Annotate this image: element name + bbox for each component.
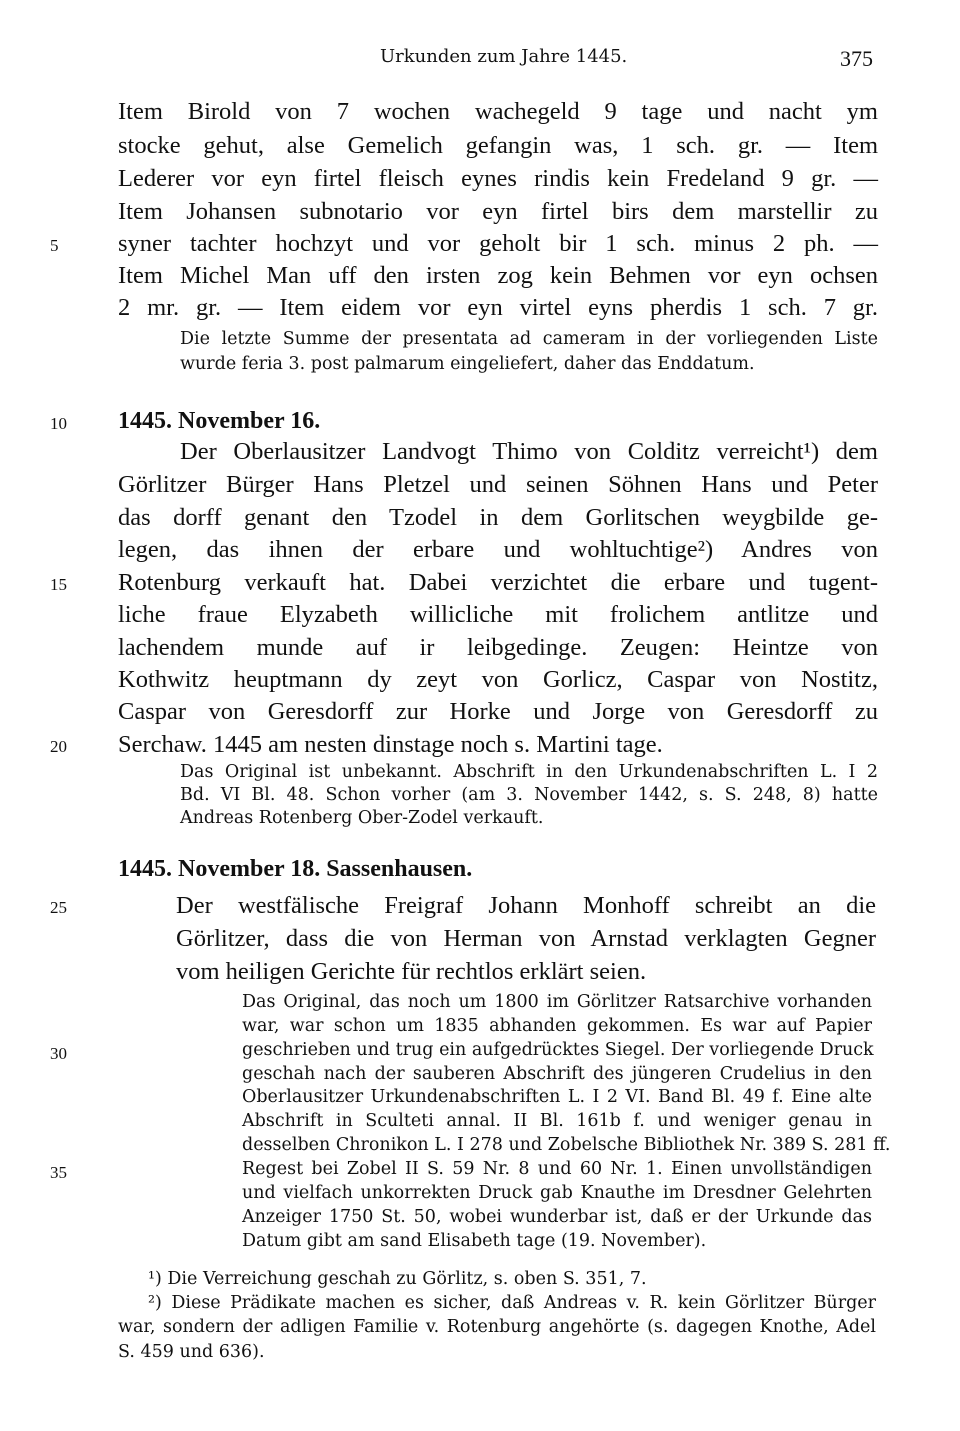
note-line: Abschrift in Sculteti annal. II Bl. 161b f. und weniger genau in: [242, 1111, 872, 1131]
note-line: Datum gibt am sand Elisabeth tage (19. November).: [242, 1231, 707, 1251]
line-number: 15: [50, 575, 67, 594]
note-line: Bd. VI Bl. 48. Schon vorher (am 3. November 1442, s. S. 248, 8) hatte: [180, 785, 878, 805]
text-line: Caspar von Geresdorff zur Horke und Jorge von Geresdorff zu: [118, 698, 878, 725]
note-line: ²) Diese Prädikate machen es sicher, daß Andreas v. R. kein Görlitzer Bürger: [148, 1293, 876, 1313]
text-line: Item Johansen subnotario vor eyn firtel birs dem marstellir zu: [118, 198, 878, 225]
note-line: Anzeiger 1750 St. 50, wobei wunderbar ist, daß er der Urkunde das: [242, 1207, 872, 1227]
running-head: Urkunden zum Jahre 1445.: [380, 46, 628, 67]
note-line: Oberlausitzer Urkundenabschriften L. I 2 VI. Band Bl. 49 f. Eine alte: [242, 1087, 872, 1107]
note-line: Das Original, das noch um 1800 im Görlitzer Ratsarchive vorhanden: [242, 992, 872, 1012]
text-line: stocke gehut, alse Gemelich gefangin was, 1 sch. gr. — Item: [118, 132, 878, 159]
text-line: Der Oberlausitzer Landvogt Thimo von Colditz verreicht¹) dem: [180, 438, 878, 465]
text-line: Serchaw. 1445 am nesten dinstage noch s. Martini tage.: [118, 731, 663, 758]
entry-heading: 1445. November 18. Sassenhausen.: [118, 856, 473, 882]
note-line: Andreas Rotenberg Ober-Zodel verkauft.: [180, 808, 544, 828]
line-number: 20: [50, 737, 67, 756]
text-line: Item Birold von 7 wochen wachegeld 9 tage und nacht ym: [118, 98, 878, 125]
text-line: liche fraue Elyzabeth willicliche mit frolichem antlitze und: [118, 601, 878, 628]
note-line: desselben Chronikon L. I 278 und Zobelsche Bibliothek Nr. 389 S. 281 ff.: [242, 1135, 891, 1155]
text-line: vom heiligen Gerichte für rechtlos erklärt seien.: [176, 958, 647, 985]
text-line: Item Michel Man uff den irsten zog kein Behmen vor eyn ochsen: [118, 262, 878, 289]
text-line: Görlitzer Bürger Hans Pletzel und seinen Söhnen Hans und Peter: [118, 471, 878, 498]
text-line: legen, das ihnen der erbare und wohltuchtige²) Andres von: [118, 536, 878, 563]
text-line: 2 mr. gr. — Item eidem vor eyn virtel eyns pherdis 1 sch. 7 gr.: [118, 294, 878, 321]
page-number: 375: [840, 46, 873, 71]
note-line: Regest bei Zobel II S. 59 Nr. 8 und 60 Nr. 1. Einen unvollständigen: [242, 1159, 872, 1179]
note-line: geschrieben und trug ein aufgedrücktes Siegel. Der vorliegende Druck: [242, 1040, 874, 1060]
note-line: und vielfach unkorrekten Druck gab Knauthe im Dresdner Gelehrten: [242, 1183, 872, 1203]
note-line: Die letzte Summe der presentata ad cameram in der vorliegenden Liste: [180, 329, 878, 349]
entry-heading: 1445. November 16.: [118, 408, 321, 434]
line-number: 30: [50, 1044, 67, 1063]
line-number: 5: [50, 236, 59, 255]
page-header: [0, 46, 960, 76]
text-line: Lederer vor eyn firtel fleisch eynes rindis kein Fredeland 9 gr. —: [118, 165, 878, 192]
text-line: syner tachter hochzyt und vor geholt bir 1 sch. minus 2 ph. —: [118, 230, 878, 257]
line-number: 35: [50, 1163, 67, 1182]
line-number: 10: [50, 414, 67, 433]
note-line: Das Original ist unbekannt. Abschrift in den Urkundenabschriften L. I 2: [180, 762, 878, 782]
note-line: war, sondern der adligen Familie v. Rotenburg angehörte (s. dagegen Knothe, Adel: [118, 1317, 876, 1337]
text-line: Rotenburg verkauft hat. Dabei verzichtet die erbare und tugent-: [118, 569, 878, 596]
note-line: wurde feria 3. post palmarum eingeliefert, daher das Enddatum.: [180, 354, 755, 374]
text-line: das dorff genant den Tzodel in dem Gorlitschen weygbilde ge-: [118, 504, 878, 531]
note-line: ¹) Die Verreichung geschah zu Görlitz, s. oben S. 351, 7.: [148, 1269, 647, 1289]
text-line: Der westfälische Freigraf Johann Monhoff schreibt an die: [176, 892, 876, 919]
note-line: geschah nach der sauberen Abschrift des jüngeren Crudelius in den: [242, 1064, 872, 1084]
text-line: Görlitzer, dass die von Herman von Arnstad verklagten Gegner: [176, 925, 876, 952]
text-line: lachendem munde auf ir leibgedinge. Zeugen: Heintze von: [118, 634, 878, 661]
line-number: 25: [50, 898, 67, 917]
note-line: war, war schon um 1835 abhanden gekommen. Es war auf Papier: [242, 1016, 872, 1036]
note-line: S. 459 und 636).: [118, 1342, 265, 1362]
text-line: Kothwitz heuptmann dy zeyt von Gorlicz, Caspar von Nostitz,: [118, 666, 878, 693]
